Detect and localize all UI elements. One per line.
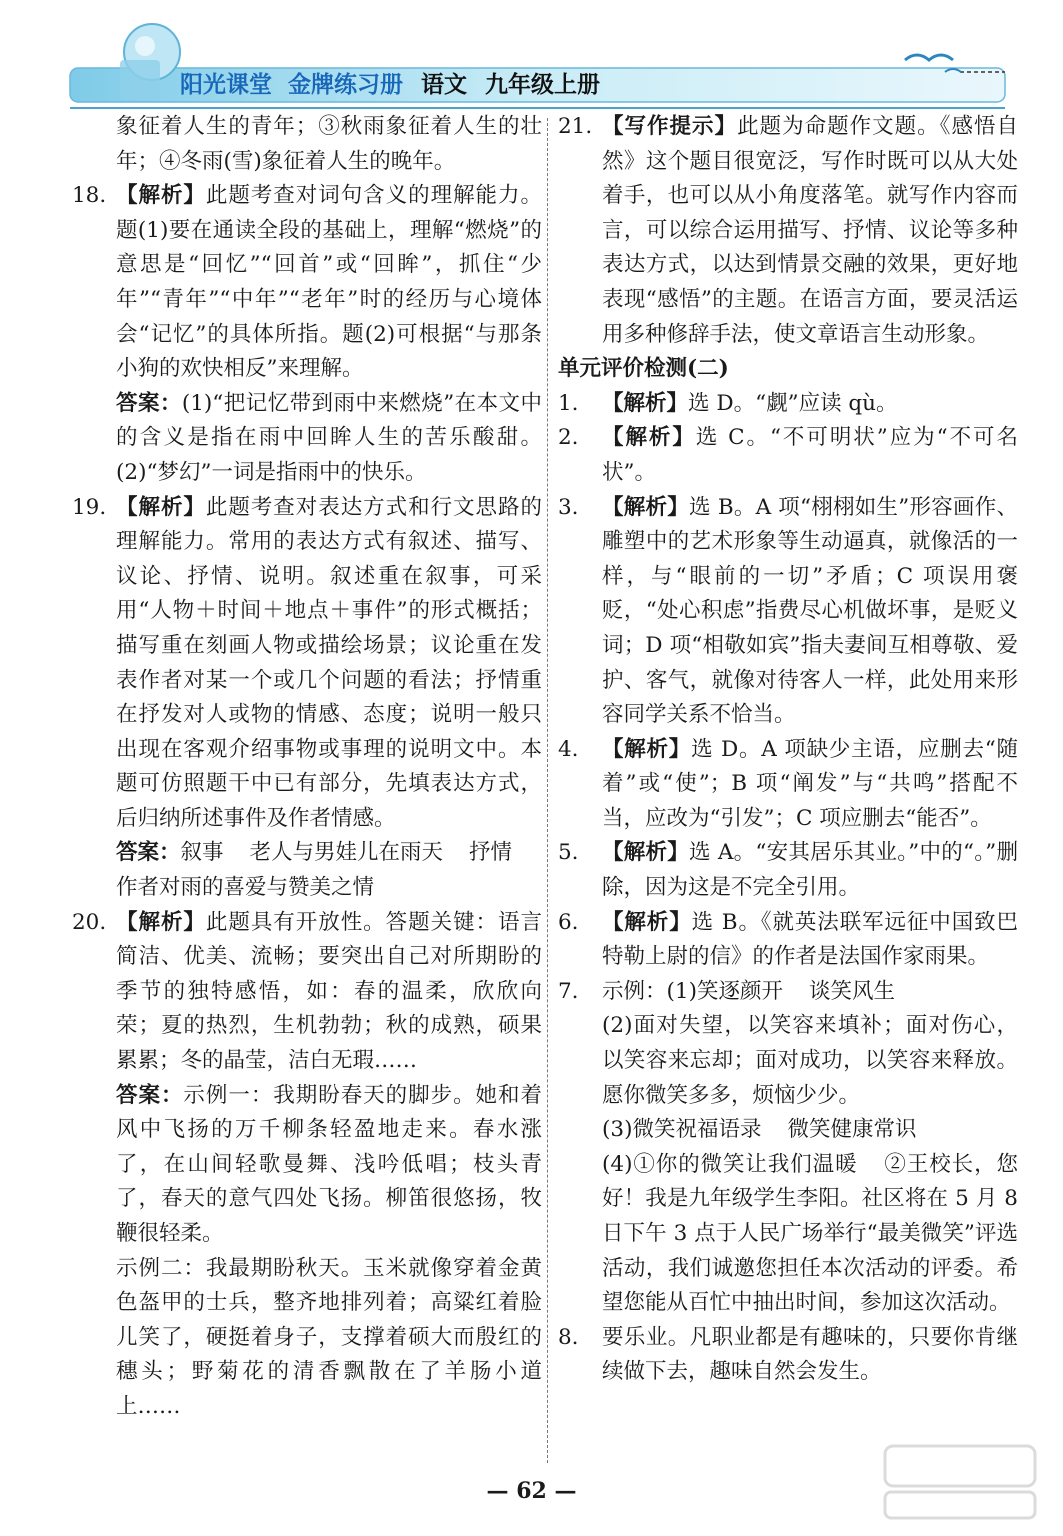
- answer-part: (3)微笑祝福语录: [602, 1117, 762, 1143]
- answer-item-21: [558, 110, 1018, 352]
- answer-item-8: [558, 1321, 1018, 1390]
- answer-item-2: [558, 421, 1018, 490]
- analysis-text: 选 B。《就英法联军远征中国致巴特勒上尉的信》的作者是法国作家雨果。: [602, 909, 1018, 970]
- header-series: 金牌练习册: [288, 72, 403, 98]
- answer-part: 作者对雨的喜爱与赞美之情: [116, 875, 375, 901]
- analysis-tag: 【解析】: [602, 425, 696, 451]
- analysis-text: 选 D。A 项缺少主语，应删去“随着”或“使”；B 项“阐发”与“共鸣”搭配不当，应改为“引发”；C 项应删去“能否”。: [602, 736, 1018, 831]
- answer-example-1: 示例一：我期盼春天的脚步。她和着风中飞扬的万千柳条轻盈地走来。春水涨了，在山间轻歌曼舞、浅吟低唱；枝头青了，春天的意气四处飞扬。柳笛很悠扬，牧鞭很轻柔。: [116, 1082, 542, 1246]
- answer-item-20: [72, 906, 542, 1425]
- header-title: [180, 66, 600, 99]
- answer-part: 抒情: [469, 840, 513, 866]
- analysis-tag: 【解析】: [602, 390, 689, 416]
- writing-tip-tag: 【写作提示】: [602, 114, 738, 139]
- page-number: — 62 —: [486, 1478, 577, 1504]
- watermark-logo: [875, 1436, 1045, 1526]
- column-divider: [547, 118, 548, 1463]
- answer-item-19: [72, 491, 542, 906]
- page-header: [0, 0, 1063, 112]
- item-number: 7.: [558, 978, 579, 1004]
- answer-label: 答案：: [116, 840, 181, 866]
- answer-text: 要乐业。凡职业都是有趣味的，只要你肯继续做下去，趣味自然会发生。: [602, 1324, 1018, 1385]
- item-number: 21.: [558, 114, 593, 139]
- header-grade: 九年级上册: [485, 72, 600, 98]
- answer-part: ②王校长，您好！我是九年级学生李阳。社区将在 5 月 8 日下午 3 点于人民广场举行“最美微笑”评选活动，我们诚邀您担任本次活动的评委。希望您能从百忙中抽出时间，参加这次活动。: [602, 1151, 1018, 1316]
- answer-item-7: [558, 975, 1018, 1321]
- answer-part: 微笑健康常识: [787, 1117, 917, 1143]
- item-number: 5.: [558, 840, 579, 866]
- analysis-tag: 【解析】: [602, 840, 690, 866]
- answer-item-3: [558, 491, 1018, 733]
- analysis-tag: 【解析】: [116, 494, 206, 520]
- analysis-text: 此题考查对表达方式和行文思路的理解能力。常用的表达方式有叙述、描写、议论、抒情、说明。叙述重在叙事，可采用“人物＋时间＋地点＋事件”的形式概括；描写重在刻画人物或描绘场景；议论重在发表作者对某一个或几个问题的看法；抒情重在抒发对人或物的情感、态度；说明一般只出现在客观介绍事物或事理的说明文中。本题可仿照题干中已有部分，先填表达方式，后归纳所述事件及作者情感。: [116, 494, 542, 831]
- analysis-text: 选 D。“觑”应读 qù。: [688, 390, 898, 416]
- answer-part: 示例：(1)笑逐颜开: [602, 978, 783, 1004]
- answer-example-2: 示例二：我最期盼秋天。玉米就像穿着金黄色盔甲的士兵，整齐地排列着；高粱红着脸儿笑了，硬挺着身子，支撑着硕大而殷红的穗头；野菊花的清香飘散在了羊肠小道上……: [116, 1255, 542, 1419]
- item-number: 18.: [72, 183, 107, 209]
- answer-item-4: [558, 733, 1018, 837]
- answer-item-6: [558, 906, 1018, 975]
- answer-label: 答案：: [116, 1082, 184, 1108]
- answer-item-1: [558, 387, 1018, 422]
- left-column: [72, 110, 542, 1425]
- item-number: 6.: [558, 909, 579, 935]
- analysis-text: 选 C。“不可明状”应为“不可名状”。: [602, 425, 1018, 485]
- item-number: 20.: [72, 909, 107, 935]
- left-intro-text: 象征着人生的青年；③秋雨象征着人生的壮年；④冬雨(雪)象征着人生的晚年。: [116, 114, 542, 174]
- answer-item-18: [72, 179, 542, 490]
- answer-part: (4)①你的微笑让我们温暖: [602, 1151, 858, 1177]
- answer-part: 老人与男娃儿在雨天: [249, 840, 444, 866]
- analysis-text: 选 B。A 项“栩栩如生”形容画作、雕塑中的艺术形象等生动逼真，就像活的一样，与“眼前的一切”矛盾；C 项误用褒贬，“处心积虑”指费尽心机做坏事，是贬义词；D 项“相敬如宾”指夫妻间互相尊敬、爱护、客气，就像对待客人一样，此处用来形容同学关系不恰当。: [602, 494, 1018, 728]
- analysis-tag: 【解析】: [602, 494, 690, 520]
- item-number: 2.: [558, 425, 579, 451]
- section-title: 单元评价检测(二): [558, 356, 729, 382]
- analysis-tag: 【解析】: [116, 909, 206, 935]
- analysis-text: 此题考查对词句含义的理解能力。题(1)要在通读全段的基础上，理解“燃烧”的意思是“回忆”“回首”或“回眸”，抓住“少年”“青年”“中年”“老年”时的经历与心境体会“记忆”的具体所指。题(2)可根据“与那条小狗的欢快相反”来理解。: [116, 183, 542, 382]
- analysis-text: 选 A。“安其居乐其业。”中的“。”删除，因为这是不完全引用。: [602, 840, 1018, 901]
- right-column: [558, 110, 1018, 1390]
- item-number: 4.: [558, 736, 579, 762]
- analysis-text: 此题具有开放性。答题关键：语言简洁、优美、流畅；要突出自己对所期盼的季节的独特感悟，如：春的温柔，欣欣向荣；夏的热烈，生机勃勃；秋的成熟，硕果累累；冬的晶莹，洁白无瑕……: [116, 909, 542, 1074]
- answer-part: (2)面对失望，以笑容来填补；面对伤心，以笑容来忘却；面对成功，以笑容来释放。愿你微笑多多，烦恼少少。: [602, 1013, 1018, 1108]
- item-number: 19.: [72, 494, 107, 520]
- answer-part: 叙事: [180, 840, 224, 866]
- item-number: 3.: [558, 494, 579, 520]
- answer-item-5: [558, 836, 1018, 905]
- writing-tip-text: 此题为命题作文题。《感悟自然》这个题目很宽泛，写作时既可以从大处着手，也可以从小角度落笔。就写作内容而言，可以综合运用描写、抒情、议论等多种表达方式，以达到情景交融的效果，更好地表现“感悟”的主题。在语言方面，要灵活运用多种修辞手法，使文章语言生动形象。: [602, 114, 1018, 347]
- answer-part: 谈笑风生: [808, 978, 895, 1004]
- answer-text: (1)“把记忆带到雨中来燃烧”在本文中的含义是指在雨中回眸人生的苦乐酸甜。(2)“梦幻”一词是指雨中的快乐。: [116, 390, 542, 485]
- analysis-tag: 【解析】: [116, 183, 206, 209]
- answer-label: 答案：: [116, 390, 182, 416]
- header-subject: 语文: [421, 72, 467, 98]
- header-brand: 阳光课堂: [180, 72, 272, 98]
- item-number: 8.: [558, 1324, 579, 1350]
- analysis-tag: 【解析】: [602, 736, 692, 762]
- item-number: 1.: [558, 390, 579, 416]
- analysis-tag: 【解析】: [602, 909, 692, 935]
